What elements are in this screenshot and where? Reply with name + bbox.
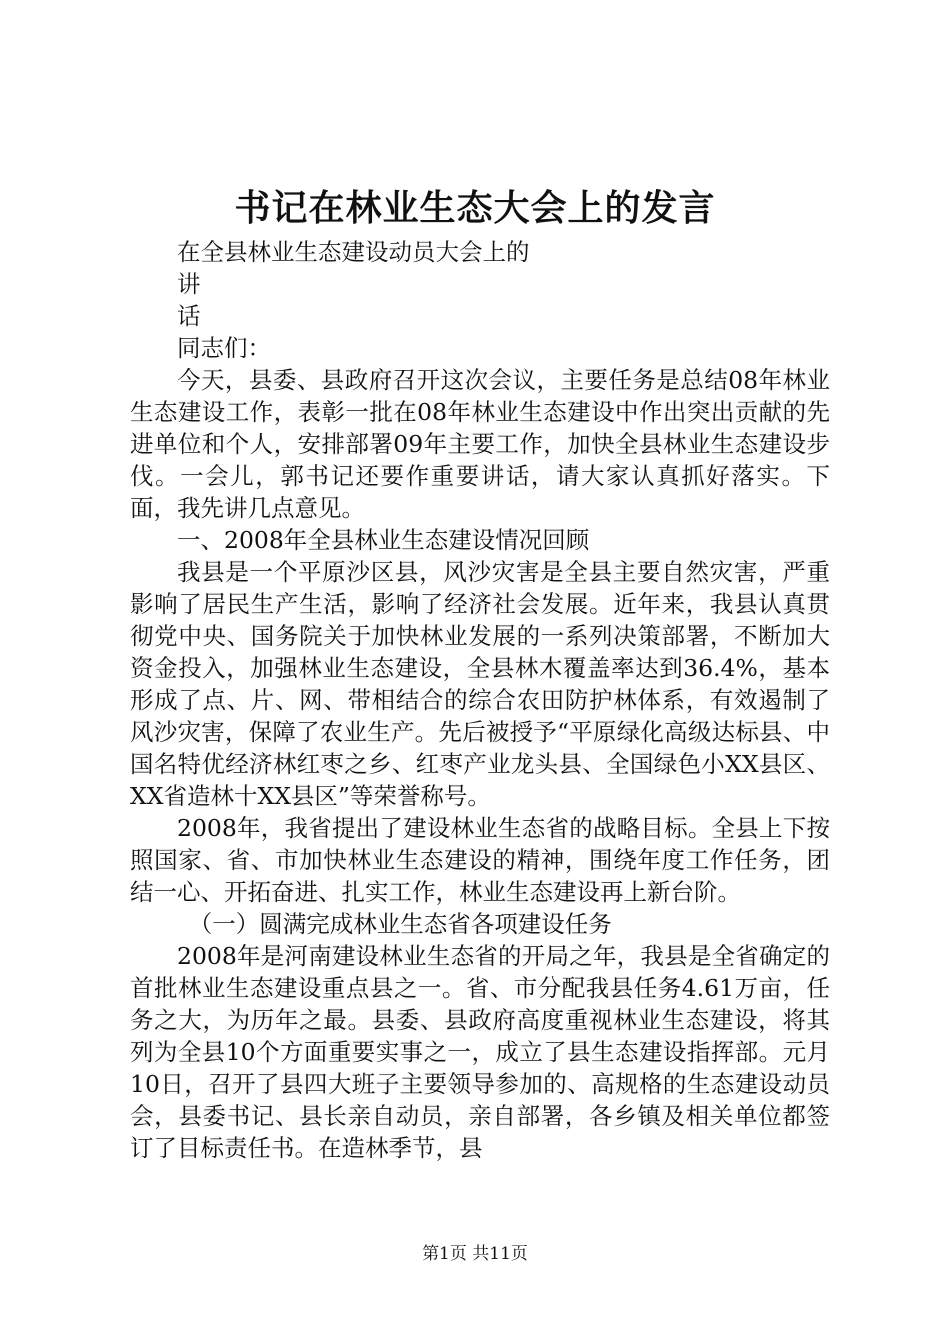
section-heading: 一、2008年全县林业生态建设情况回顾	[177, 526, 590, 554]
paragraph: 今天，县委、县政府召开这次会议，主要任务是总结08年林业生态建设工作，表彰一批在08年林业生态建设中作出突出贡献的先进单位和个人，安排部署09年主要工作，加快全县林业生态建设步伐。一会儿，郭书记还要作重要讲话，请大家认真抓好落实。下面，我先讲几点意见。	[130, 366, 830, 522]
subsection-heading: （一）圆满完成林业生态省各项建设任务	[188, 910, 612, 938]
subtitle-line: 在全县林业生态建设动员大会上的	[177, 238, 530, 266]
subtitle-line: 话	[177, 302, 201, 330]
paragraph: 2008年，我省提出了建设林业生态省的战略目标。全县上下按照国家、省、市加快林业生态建设的精神，围绕年度工作任务，团结一心、开拓奋进、扎实工作，林业生态建设再上新台阶。	[130, 814, 830, 906]
document-title: 书记在林业生态大会上的发言	[234, 187, 716, 229]
page-footer: 第1页 共11页	[422, 1244, 528, 1264]
document-body	[130, 236, 830, 1164]
paragraph: 2008年是河南建设林业生态省的开局之年，我县是全省确定的首批林业生态建设重点县之一。省、市分配我县任务4.61万亩，任务之大，为历年之最。县委、县政府高度重视林业生态建设，将其列为全县10个方面重要实事之一，成立了县生态建设指挥部。元月10日，召开了县四大班子主要领导参加的、高规格的生态建设动员会，县委书记、县长亲自动员，亲自部署，各乡镇及相关单位都签订了目标责任书。在造林季节，县	[130, 942, 830, 1162]
paragraph: 我县是一个平原沙区县，风沙灾害是全县主要自然灾害，严重影响了居民生产生活，影响了经济社会发展。近年来，我县认真贯彻党中央、国务院关于加快林业发展的一系列决策部署，不断加大资金投入，加强林业生态建设，全县林木覆盖率达到36.4%，基本形成了点、片、网、带相结合的综合农田防护林体系，有效遏制了风沙灾害，保障了农业生产。先后被授予“平原绿化高级达标县、中国名特优经济林红枣之乡、红枣产业龙头县、全国绿色小XX县区、XX省造林十XX县区”等荣誉称号。	[130, 558, 830, 810]
subtitle-line: 讲	[177, 270, 201, 298]
salutation: 同志们：	[177, 334, 271, 362]
